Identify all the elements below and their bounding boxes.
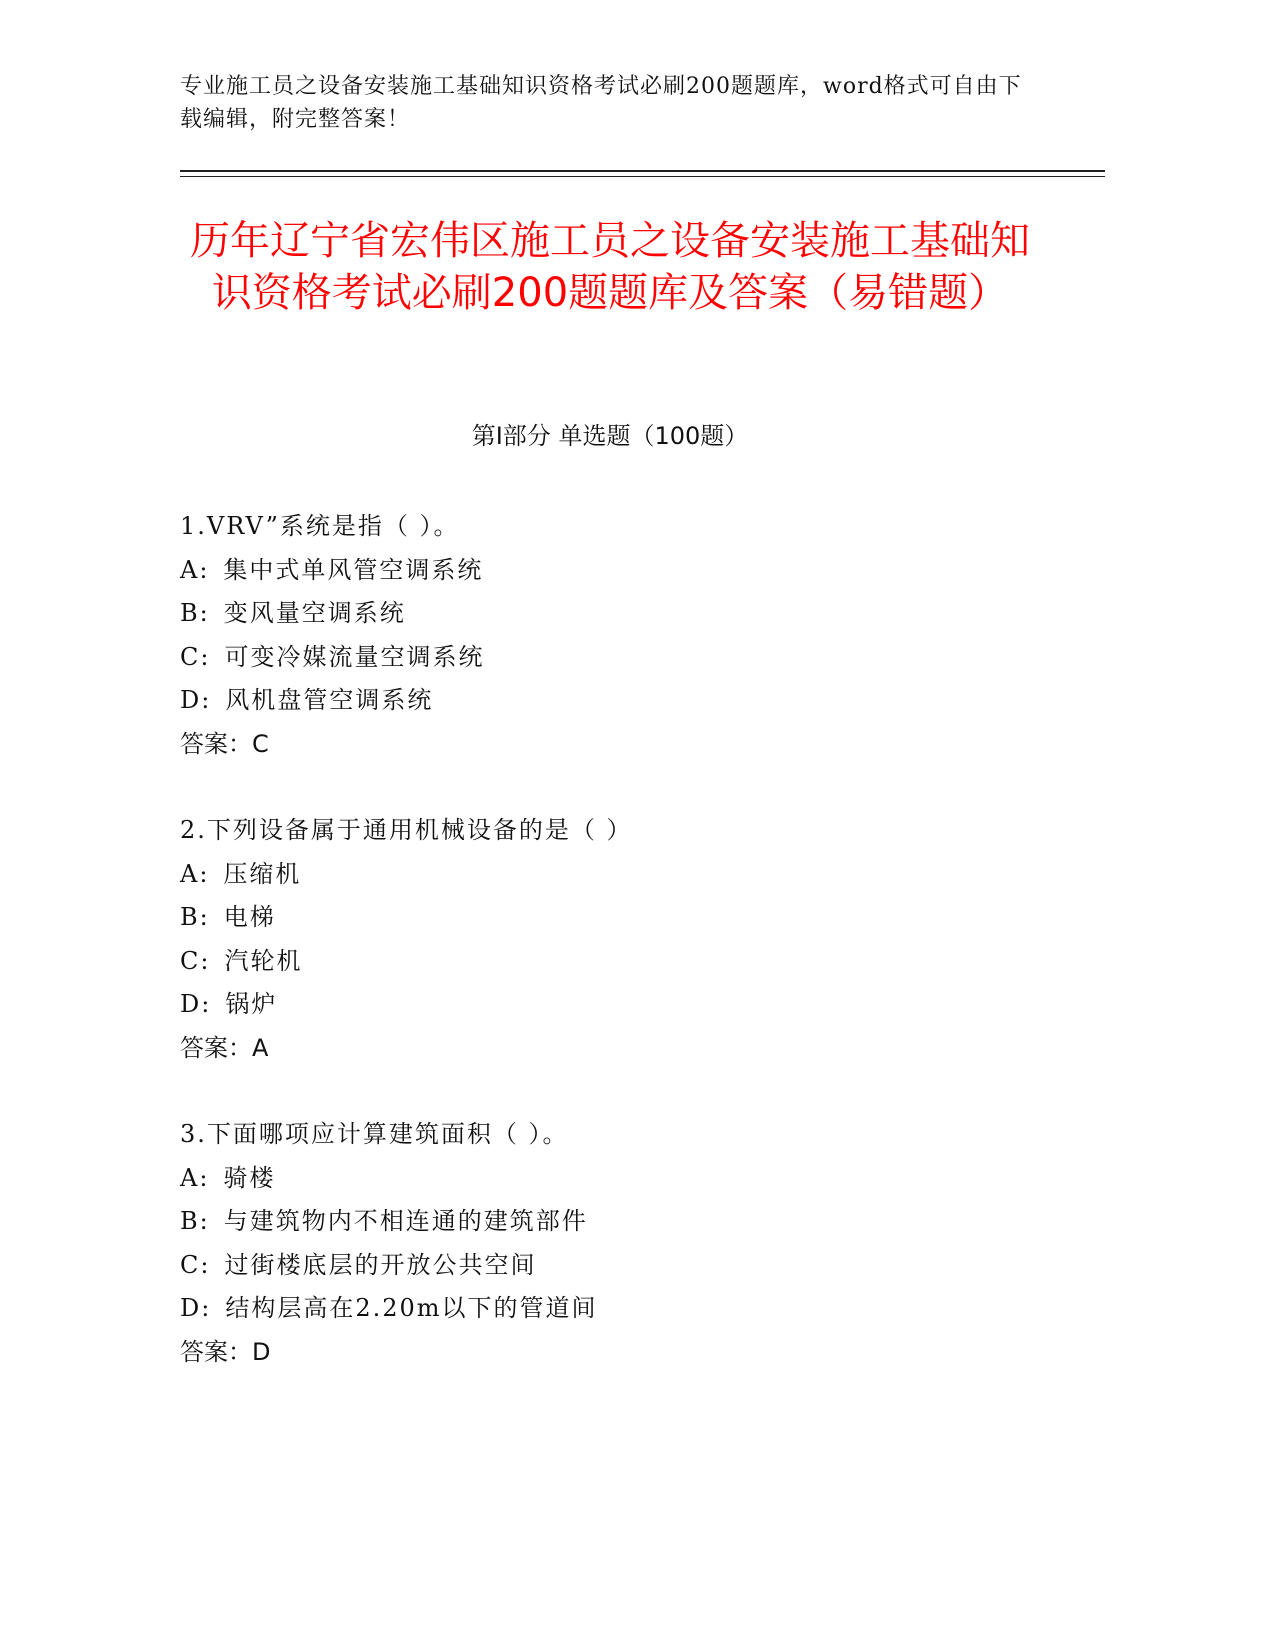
- question-3: [180, 1113, 1080, 1374]
- option-letter: A:: [180, 859, 210, 888]
- option-letter: D:: [180, 990, 212, 1018]
- question-2: [180, 809, 1080, 1070]
- question-stem: 1.VRV”系统是指（ ）。: [180, 512, 460, 540]
- option-b: [180, 1200, 1080, 1244]
- option-letter: C:: [180, 946, 211, 975]
- option-c: [180, 940, 1080, 984]
- option-letter: B:: [180, 903, 210, 931]
- option-letter: A:: [180, 555, 210, 584]
- header-note: 专业施工员之设备安装施工基础知识资格考试必刷200题题库，word格式可自由下载编辑，附完整答案！: [180, 74, 1022, 132]
- option-text: 锅炉: [225, 990, 278, 1018]
- option-letter: C:: [180, 642, 211, 671]
- option-text: 压缩机: [223, 859, 302, 888]
- option-text: 可变冷媒流量空调系统: [224, 642, 485, 671]
- option-a: [180, 1157, 1080, 1201]
- option-text: 风机盘管空调系统: [225, 686, 434, 714]
- option-text: 电梯: [223, 903, 276, 931]
- option-a: [180, 549, 1080, 593]
- header-divider-thin: [180, 176, 1105, 177]
- answer-value: D: [252, 1337, 271, 1366]
- answer-value: C: [252, 729, 269, 758]
- answer-label: 答案：: [180, 1337, 252, 1366]
- option-text: 骑楼: [223, 1163, 276, 1192]
- section-title: 第I部分 单选题（100题）: [471, 422, 749, 450]
- question-stem: 3.下面哪项应计算建筑面积（ ）。: [180, 1120, 569, 1148]
- answer-line: [180, 1027, 1080, 1071]
- option-letter: B:: [180, 599, 210, 627]
- answer-label: 答案：: [180, 729, 252, 758]
- option-text: 过街楼底层的开放公共空间: [224, 1250, 537, 1279]
- option-d: [180, 983, 1080, 1027]
- answer-value: A: [252, 1033, 269, 1062]
- option-letter: A:: [180, 1163, 210, 1192]
- option-letter: D:: [180, 1294, 212, 1322]
- option-b: [180, 592, 1080, 636]
- answer-line: [180, 1331, 1080, 1375]
- document-title: 历年辽宁省宏伟区施工员之设备安装施工基础知识资格考试必刷200题题库及答案（易错题）: [190, 218, 1030, 316]
- answer-label: 答案：: [180, 1033, 252, 1062]
- option-letter: C:: [180, 1250, 211, 1279]
- option-text: 汽轮机: [224, 946, 303, 975]
- question-1: [180, 505, 1080, 766]
- header-divider-thick: [180, 170, 1105, 172]
- question-stem: 2.下列设备属于通用机械设备的是（ ）: [180, 816, 633, 844]
- question-list: [180, 505, 1080, 1417]
- option-a: [180, 853, 1080, 897]
- option-d: [180, 679, 1080, 723]
- option-text: 变风量空调系统: [223, 599, 406, 627]
- option-c: [180, 636, 1080, 680]
- option-letter: D:: [180, 686, 212, 714]
- option-text: 集中式单风管空调系统: [223, 555, 484, 584]
- option-d: [180, 1287, 1080, 1331]
- option-text: 与建筑物内不相连通的建筑部件: [223, 1207, 588, 1235]
- option-b: [180, 896, 1080, 940]
- option-text: 结构层高在2.20m以下的管道间: [225, 1294, 598, 1322]
- option-letter: B:: [180, 1207, 210, 1235]
- option-c: [180, 1244, 1080, 1288]
- answer-line: [180, 723, 1080, 767]
